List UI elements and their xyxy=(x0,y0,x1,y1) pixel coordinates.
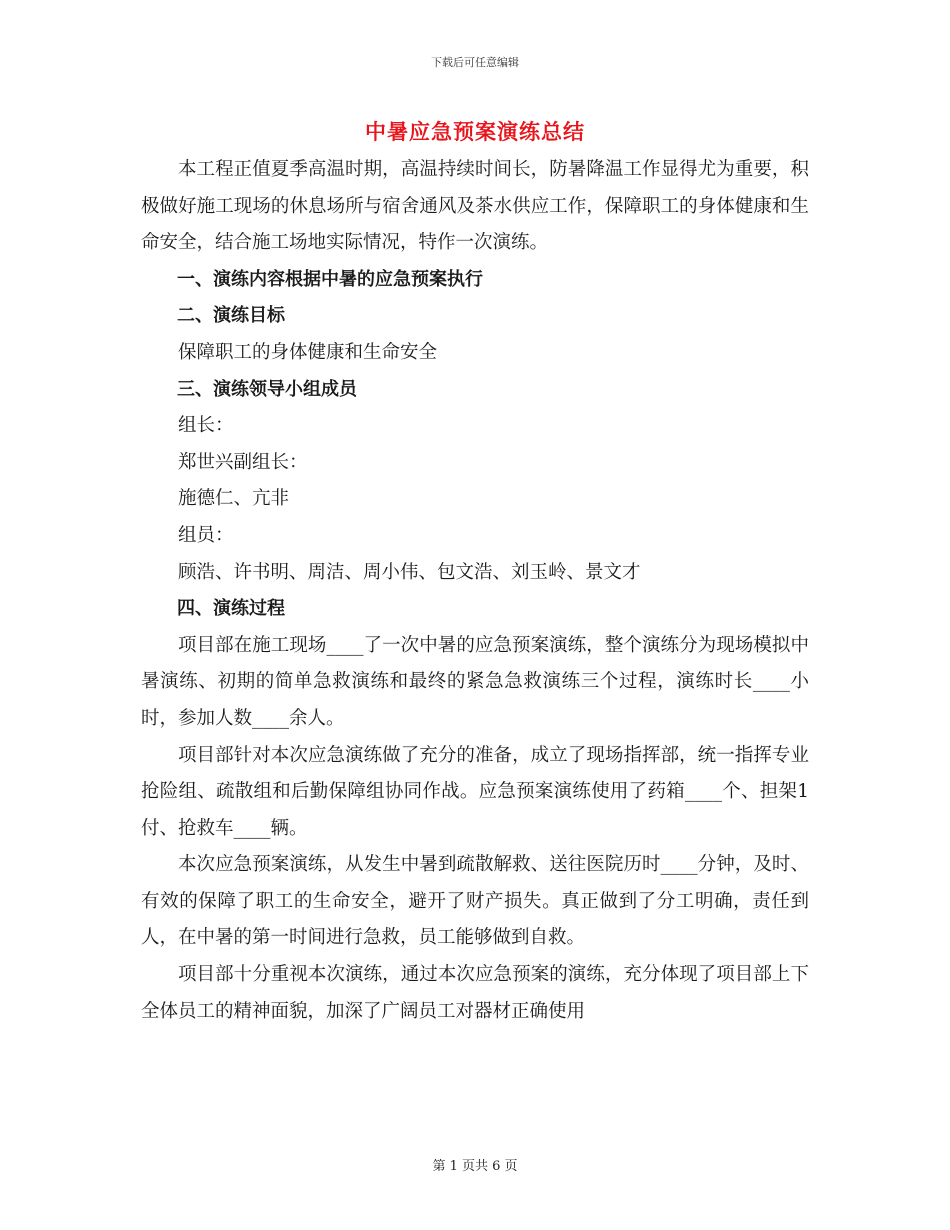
page-footer: 第 1 页共 6 页 xyxy=(432,1159,518,1174)
process-paragraph-2: 项目部针对本次应急演练做了充分的准备，成立了现场指挥部，统一指挥专业抢险组、疏散组和后勤保障组协同作战。应急预案演练使用了药箱____个、担架1付、抢救车____辆。 xyxy=(141,744,809,839)
members-names-line: 顾浩、许书明、周洁、周小伟、包文浩、刘玉岭、景文才 xyxy=(178,561,641,583)
deputy-names-line: 施德仁、亢非 xyxy=(178,488,290,510)
objective-line: 保障职工的身体健康和生命安全 xyxy=(178,341,438,363)
section-heading-1: 一、演练内容根据中暑的应急预案执行 xyxy=(177,268,483,290)
section-heading-3: 三、演练领导小组成员 xyxy=(177,378,357,400)
page-header: 下载后可任意编辑 xyxy=(431,56,519,69)
members-label: 组员： xyxy=(178,524,234,546)
document-title: 中暑应急预案演练总结 xyxy=(365,119,585,144)
intro-paragraph: 本工程正值夏季高温时期，高温持续时间长，防暑降温工作显得尤为重要，积极做好施工现场的休息场所与宿舍通风及茶水供应工作，保障职工的身体健康和生命安全，结合施工场地实际情况，特作一次演练。 xyxy=(141,159,809,254)
document-body xyxy=(141,152,809,1030)
section-heading-2: 二、演练目标 xyxy=(177,305,285,327)
deputy-leader-line: 郑世兴副组长： xyxy=(178,451,308,473)
section-heading-4: 四、演练过程 xyxy=(177,598,285,620)
leader-label: 组长： xyxy=(178,415,234,437)
process-paragraph-3: 本次应急预案演练，从发生中暑到疏散解救、送往医院历时____分钟，及时、有效的保障了职工的生命安全，避开了财产损失。真正做到了分工明确，责任到人，在中暑的第一时间进行急救，员工能够做到自救。 xyxy=(141,854,809,949)
process-paragraph-1: 项目部在施工现场____了一次中暑的应急预案演练，整个演练分为现场模拟中暑演练、初期的简单急救演练和最终的紧急急救演练三个过程，演练时长____小时，参加人数____余人。 xyxy=(141,634,809,729)
process-paragraph-4: 项目部十分重视本次演练，通过本次应急预案的演练，充分体现了项目部上下全体员工的精神面貌，加深了广阔员工对器材正确使用 xyxy=(141,964,809,1022)
